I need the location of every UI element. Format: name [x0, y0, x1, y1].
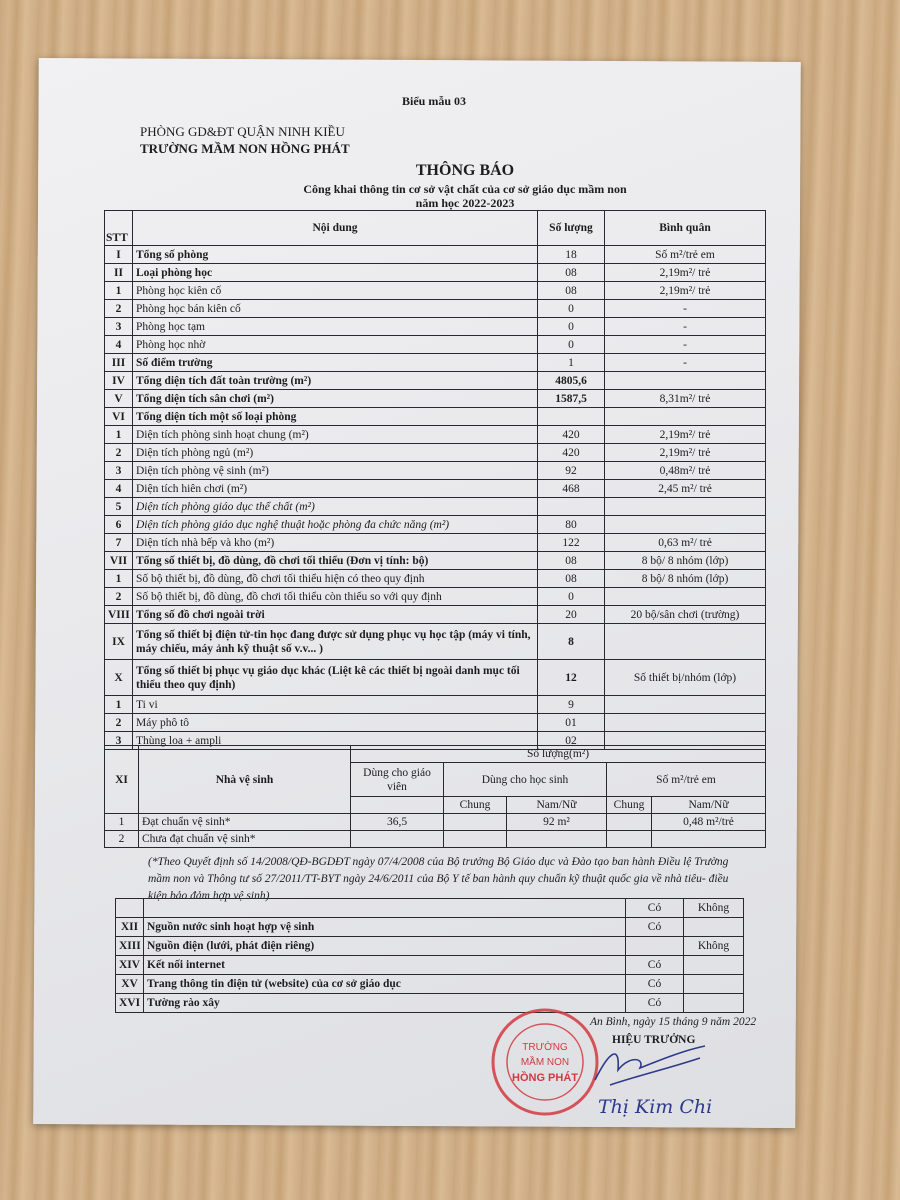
- row-yes: [626, 937, 684, 956]
- row-qty: 08: [538, 570, 605, 588]
- row-stt: 1: [105, 282, 133, 300]
- table-row: [105, 246, 766, 264]
- facilities-table: [104, 210, 766, 750]
- table-row: [105, 264, 766, 282]
- row-content: Tổng số thiết bị phục vụ giáo dục khác (Liệt kê các thiết bị ngoài danh mục tối thiểu theo quy định): [133, 660, 538, 696]
- row-content: Máy phô tô: [133, 714, 538, 732]
- row-qty: 9: [538, 696, 605, 714]
- row-stt: XII: [116, 918, 144, 937]
- row-stt: 2: [105, 300, 133, 318]
- toilet-p-common: [607, 831, 652, 848]
- row-qty: 0: [538, 336, 605, 354]
- row-avg: 0,48m²/ trẻ: [605, 462, 766, 480]
- row-stt: XV: [116, 975, 144, 994]
- row-stt: 4: [105, 480, 133, 498]
- row-content: Diện tích phòng giáo dục thể chất (m²): [133, 498, 538, 516]
- row-content: Diện tích phòng vệ sinh (m²): [133, 462, 538, 480]
- row-avg: [605, 624, 766, 660]
- row-avg: -: [605, 300, 766, 318]
- svg-text:MẦM NON: MẦM NON: [520, 1057, 570, 1068]
- toilet-s-common: [444, 831, 507, 848]
- signatory-name: Thị Kim Chi: [598, 1096, 713, 1118]
- table-row: [105, 588, 766, 606]
- row-content: Diện tích nhà bếp và kho (m²): [133, 534, 538, 552]
- table-row: [105, 660, 766, 696]
- toilet-common-header-2: Chung: [607, 797, 652, 814]
- row-content: Số bộ thiết bị, đồ dùng, đồ chơi tối thiểu còn thiếu so với quy định: [133, 588, 538, 606]
- toilet-teacher-sub: [351, 797, 444, 814]
- table-row: [105, 318, 766, 336]
- document-title: THÔNG BÁO: [415, 162, 515, 179]
- table-row: [105, 606, 766, 624]
- row-content: Tổng số phòng: [133, 246, 538, 264]
- document-subtitle: Công khai thông tin cơ sở vật chất của cơ sở giáo dục mầm non: [303, 182, 627, 196]
- toilet-table: [104, 745, 766, 848]
- table-row: [105, 552, 766, 570]
- row-stt: I: [105, 246, 133, 264]
- row-stt: 3: [105, 318, 133, 336]
- row-content: Tổng diện tích sân chơi (m²): [133, 390, 538, 408]
- row-avg: 2,19m²/ trẻ: [605, 264, 766, 282]
- row-content: Thùng loa + ampli: [133, 732, 538, 750]
- row-qty: 20: [538, 606, 605, 624]
- row-qty: 02: [538, 732, 605, 750]
- toilet-label: Chưa đạt chuẩn vệ sinh*: [139, 831, 351, 848]
- row-stt: 2: [105, 444, 133, 462]
- toilet-teacher-header: Dùng cho giáo viên: [351, 763, 444, 797]
- row-qty: 08: [538, 552, 605, 570]
- row-stt: XIII: [116, 937, 144, 956]
- row-content: Diện tích phòng ngủ (m²): [133, 444, 538, 462]
- signature-date: An Bình, ngày 15 tháng 9 năm 2022: [590, 1016, 757, 1028]
- row-avg: 2,45 m²/ trẻ: [605, 480, 766, 498]
- row-avg: 20 bộ/sân chơi (trường): [605, 606, 766, 624]
- row-qty: 0: [538, 588, 605, 606]
- table-row: [116, 956, 744, 975]
- table-row: [116, 937, 744, 956]
- row-content: Nguồn nước sinh hoạt hợp vệ sinh: [144, 918, 626, 937]
- row-stt: 2: [105, 588, 133, 606]
- row-avg: 8 bộ/ 8 nhóm (lớp): [605, 570, 766, 588]
- row-qty: 01: [538, 714, 605, 732]
- org-school: TRƯỜNG MẦM NON HỒNG PHÁT: [140, 141, 350, 156]
- toilet-p-mf: 0,48 m²/trẻ: [652, 814, 766, 831]
- row-avg: -: [605, 336, 766, 354]
- footnote: (*Theo Quyết định số 14/2008/QĐ-BGDĐT ngày 07/4/2008 của Bộ trưởng Bộ Giáo dục và Đào tạo ban hành Điều lệ Trường mầm non và Thông tư số 27/2011/TT-BYT ngày 24/6/2011 của Bộ Y tế ban hành quy chuẩn kỹ thuật quốc gia về nhà tiêu- điều kiện bảo đảm hợp vệ sinh): [148, 856, 729, 902]
- table-row: [105, 696, 766, 714]
- toilet-mf-header-2: Nam/Nữ: [652, 797, 766, 814]
- school-year: năm học 2022-2023: [415, 196, 515, 210]
- row-stt: 6: [105, 516, 133, 534]
- svg-text:HỒNG PHÁT: HỒNG PHÁT: [512, 1072, 578, 1084]
- row-qty: 80: [538, 516, 605, 534]
- toilet-teacher: 36,5: [351, 814, 444, 831]
- row-qty: 08: [538, 282, 605, 300]
- row-stt: IX: [105, 624, 133, 660]
- toilet-qty-header: Số lượng(m²): [351, 746, 766, 763]
- row-yes: Có: [626, 975, 684, 994]
- row-stt: 3: [105, 462, 133, 480]
- toilet-students-header: Dùng cho học sinh: [444, 763, 607, 797]
- toilet-p-mf: [652, 831, 766, 848]
- row-stt: VIII: [105, 606, 133, 624]
- row-avg: [605, 408, 766, 426]
- row-content: Diện tích phòng sinh hoạt chung (m²): [133, 426, 538, 444]
- row-stt: 1: [105, 570, 133, 588]
- table-row: [105, 814, 766, 831]
- header-content: Nội dung: [133, 211, 538, 246]
- school-stamp: [488, 1005, 603, 1120]
- table-row: [105, 570, 766, 588]
- table-row: [105, 462, 766, 480]
- row-avg: [605, 588, 766, 606]
- row-stt: XIV: [116, 956, 144, 975]
- table-row: [105, 390, 766, 408]
- table-row: [105, 336, 766, 354]
- row-content: Tổng diện tích đất toàn trường (m²): [133, 372, 538, 390]
- row-qty: 8: [538, 624, 605, 660]
- table-row: [105, 354, 766, 372]
- row-no: [684, 994, 744, 1013]
- table-row: [105, 534, 766, 552]
- row-qty: 18: [538, 246, 605, 264]
- toilet-stt: 1: [105, 814, 139, 831]
- row-stt: VI: [105, 408, 133, 426]
- row-stt: 7: [105, 534, 133, 552]
- row-no: [684, 975, 744, 994]
- header-yes: Có: [626, 899, 684, 918]
- row-yes: Có: [626, 956, 684, 975]
- toilet-per-child-header: Số m²/trẻ em: [607, 763, 766, 797]
- row-content: Nguồn điện (lưới, phát điện riêng): [144, 937, 626, 956]
- row-qty: 1587,5: [538, 390, 605, 408]
- table-row: [105, 714, 766, 732]
- row-content: Diện tích hiên chơi (m²): [133, 480, 538, 498]
- table-row: [105, 831, 766, 848]
- table-row: [105, 624, 766, 660]
- row-stt: IV: [105, 372, 133, 390]
- row-stt: II: [105, 264, 133, 282]
- toilet-stt: XI: [105, 746, 139, 814]
- table-row: [116, 994, 744, 1013]
- row-avg: [605, 516, 766, 534]
- row-stt: VII: [105, 552, 133, 570]
- row-yes: Có: [626, 918, 684, 937]
- row-stt: 5: [105, 498, 133, 516]
- row-avg: 8 bộ/ 8 nhóm (lớp): [605, 552, 766, 570]
- toilet-common-header: Chung: [444, 797, 507, 814]
- row-qty: 0: [538, 300, 605, 318]
- row-avg: 8,31m²/ trẻ: [605, 390, 766, 408]
- row-avg: 2,19m²/ trẻ: [605, 282, 766, 300]
- row-stt: X: [105, 660, 133, 696]
- table-row: [105, 444, 766, 462]
- row-stt: XVI: [116, 994, 144, 1013]
- row-content: Ti vi: [133, 696, 538, 714]
- row-qty: 420: [538, 444, 605, 462]
- row-stt: 1: [105, 696, 133, 714]
- row-stt: 4: [105, 336, 133, 354]
- signature-scribble: [590, 1040, 710, 1090]
- table-row: [105, 426, 766, 444]
- svg-text:TRƯỜNG: TRƯỜNG: [522, 1042, 568, 1053]
- row-avg: 0,63 m²/ trẻ: [605, 534, 766, 552]
- header-stt: STT: [105, 211, 133, 246]
- row-qty: [538, 408, 605, 426]
- table-row: [105, 516, 766, 534]
- row-content: Phòng học nhờ: [133, 336, 538, 354]
- row-content: Phòng học bán kiên cố: [133, 300, 538, 318]
- row-content: Tổng diện tích một số loại phòng: [133, 408, 538, 426]
- table-row: [105, 300, 766, 318]
- row-content: Số bộ thiết bị, đồ dùng, đồ chơi tối thiểu hiện có theo quy định: [133, 570, 538, 588]
- row-content: Tường rào xây: [144, 994, 626, 1013]
- row-qty: 468: [538, 480, 605, 498]
- row-no: Không: [684, 937, 744, 956]
- form-label: Biểu mẫu 03: [402, 94, 467, 108]
- row-no: [684, 956, 744, 975]
- row-avg: 2,19m²/ trẻ: [605, 444, 766, 462]
- row-content: Tổng số thiết bị, đồ dùng, đồ chơi tối thiểu (Đơn vị tính: bộ): [133, 552, 538, 570]
- toilet-label: Đạt chuẩn vệ sinh*: [139, 814, 351, 831]
- header-no: Không: [684, 899, 744, 918]
- row-avg: [605, 696, 766, 714]
- row-qty: 92: [538, 462, 605, 480]
- row-qty: [538, 498, 605, 516]
- row-stt: V: [105, 390, 133, 408]
- yesno-header-content: [144, 899, 626, 918]
- toilet-p-common: [607, 814, 652, 831]
- row-avg: [605, 372, 766, 390]
- header-qty: Số lượng: [538, 211, 605, 246]
- row-qty: 1: [538, 354, 605, 372]
- signature-role: HIỆU TRƯỞNG: [612, 1034, 696, 1046]
- table-row: [105, 372, 766, 390]
- row-avg: 2,19m²/ trẻ: [605, 426, 766, 444]
- row-yes: Có: [626, 994, 684, 1013]
- table-row: [116, 975, 744, 994]
- toilet-mf-header: Nam/Nữ: [507, 797, 607, 814]
- row-content: Tổng số đồ chơi ngoài trời: [133, 606, 538, 624]
- table-row: [105, 480, 766, 498]
- row-qty: 420: [538, 426, 605, 444]
- row-content: Kết nối internet: [144, 956, 626, 975]
- row-avg: Số m²/trẻ em: [605, 246, 766, 264]
- row-content: Trang thông tin điện tử (website) của cơ sở giáo dục: [144, 975, 626, 994]
- table-row: [105, 408, 766, 426]
- toilet-s-common: [444, 814, 507, 831]
- row-content: Diện tích phòng giáo dục nghệ thuật hoặc phòng đa chức năng (m²): [133, 516, 538, 534]
- row-stt: 2: [105, 714, 133, 732]
- table-row: [105, 498, 766, 516]
- toilet-teacher: [351, 831, 444, 848]
- table-row: [105, 282, 766, 300]
- row-content: Phòng học tạm: [133, 318, 538, 336]
- row-avg: -: [605, 318, 766, 336]
- row-qty: 12: [538, 660, 605, 696]
- row-content: Số điểm trường: [133, 354, 538, 372]
- row-content: Phòng học kiên cố: [133, 282, 538, 300]
- row-qty: 0: [538, 318, 605, 336]
- row-stt: III: [105, 354, 133, 372]
- row-content: Loại phòng học: [133, 264, 538, 282]
- org-department: PHÒNG GD&ĐT QUẬN NINH KIỀU: [140, 124, 345, 139]
- row-content: Tổng số thiết bị điện tử-tin học đang được sử dụng phục vụ học tập (máy vi tính, máy chiếu, máy ảnh kỹ thuật số v.v... ): [133, 624, 538, 660]
- row-stt: 1: [105, 426, 133, 444]
- row-avg: [605, 714, 766, 732]
- row-no: [684, 918, 744, 937]
- toilet-stt: 2: [105, 831, 139, 848]
- row-avg: Số thiết bị/nhóm (lớp): [605, 660, 766, 696]
- toilet-label: Nhà vệ sinh: [139, 746, 351, 814]
- table-row: [116, 918, 744, 937]
- row-qty: 08: [538, 264, 605, 282]
- toilet-s-mf: [507, 831, 607, 848]
- row-qty: 122: [538, 534, 605, 552]
- row-avg: [605, 498, 766, 516]
- row-qty: 4805,6: [538, 372, 605, 390]
- header-avg: Bình quân: [605, 211, 766, 246]
- row-stt: 3: [105, 732, 133, 750]
- yesno-header-stt: [116, 899, 144, 918]
- infrastructure-table: [115, 898, 744, 1013]
- row-avg: -: [605, 354, 766, 372]
- toilet-s-mf: 92 m²: [507, 814, 607, 831]
